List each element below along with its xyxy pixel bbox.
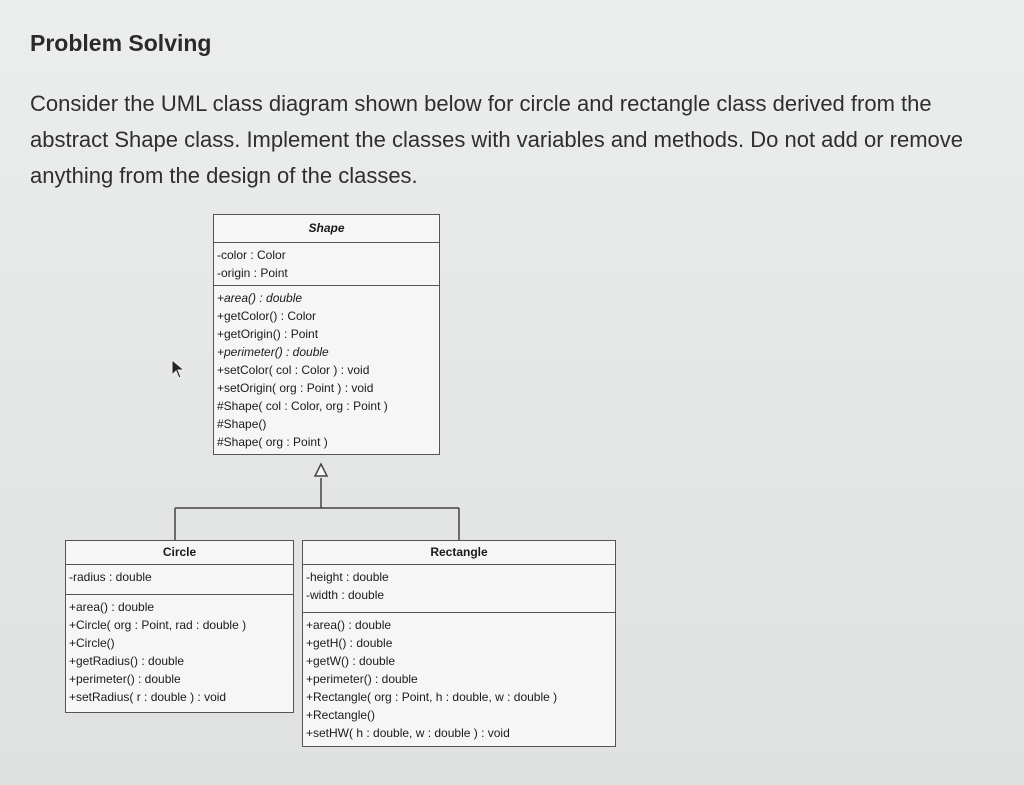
inheritance-arrowhead (315, 464, 327, 476)
circle-methods (66, 595, 293, 712)
page-heading: Problem Solving (30, 30, 212, 56)
rectangle-method: +Rectangle( org : Point, h : double, w : double ) (306, 690, 558, 704)
shape-attributes (214, 243, 439, 286)
circle-class-box (65, 540, 294, 713)
shape-method: #Shape( org : Point ) (217, 435, 328, 449)
rectangle-attribute: -height : double (306, 570, 389, 584)
mouse-pointer-icon (170, 359, 186, 379)
circle-method: +Circle( org : Point, rad : double ) (69, 618, 247, 632)
problem-statement: Consider the UML class diagram shown below for circle and rectangle class derived from the abstract Shape class. Implement the classes with variables and methods. Do not add or remove anything from the design of the classes. (30, 91, 964, 188)
rectangle-method: +perimeter() : double (306, 672, 418, 686)
rectangle-methods (303, 613, 615, 746)
shape-method: +area() : double (217, 291, 303, 305)
rectangle-attributes (303, 565, 615, 613)
rectangle-class-name: Rectangle (303, 541, 615, 565)
shape-method: +getOrigin() : Point (217, 327, 319, 341)
shape-class-name: Shape (214, 215, 439, 243)
circle-method: +area() : double (69, 600, 155, 614)
shape-method: +perimeter() : double (217, 345, 329, 359)
circle-method: +getRadius() : double (69, 654, 185, 668)
shape-method: +getColor() : Color (217, 309, 317, 323)
rectangle-attribute: -width : double (306, 588, 385, 602)
shape-method: +setOrigin( org : Point ) : void (217, 381, 374, 395)
rectangle-method: +setHW( h : double, w : double ) : void (306, 726, 510, 740)
shape-method: #Shape() (217, 417, 267, 431)
rectangle-method: +getW() : double (306, 654, 396, 668)
circle-method: +setRadius( r : double ) : void (69, 690, 227, 704)
shape-class-box (213, 214, 440, 455)
rectangle-method: +Rectangle() (306, 708, 376, 722)
circle-method: +Circle() (69, 636, 115, 650)
shape-attribute: -origin : Point (217, 266, 288, 280)
circle-method: +perimeter() : double (69, 672, 181, 686)
rectangle-method: +area() : double (306, 618, 392, 632)
shape-methods (214, 286, 439, 454)
circle-class-name: Circle (66, 541, 293, 565)
rectangle-method: +getH() : double (306, 636, 393, 650)
circle-attributes (66, 565, 293, 595)
shape-method: +setColor( col : Color ) : void (217, 363, 370, 377)
shape-attribute: -color : Color (217, 248, 286, 262)
circle-attribute: -radius : double (69, 570, 152, 584)
rectangle-class-box (302, 540, 616, 747)
shape-method: #Shape( col : Color, org : Point ) (217, 399, 388, 413)
